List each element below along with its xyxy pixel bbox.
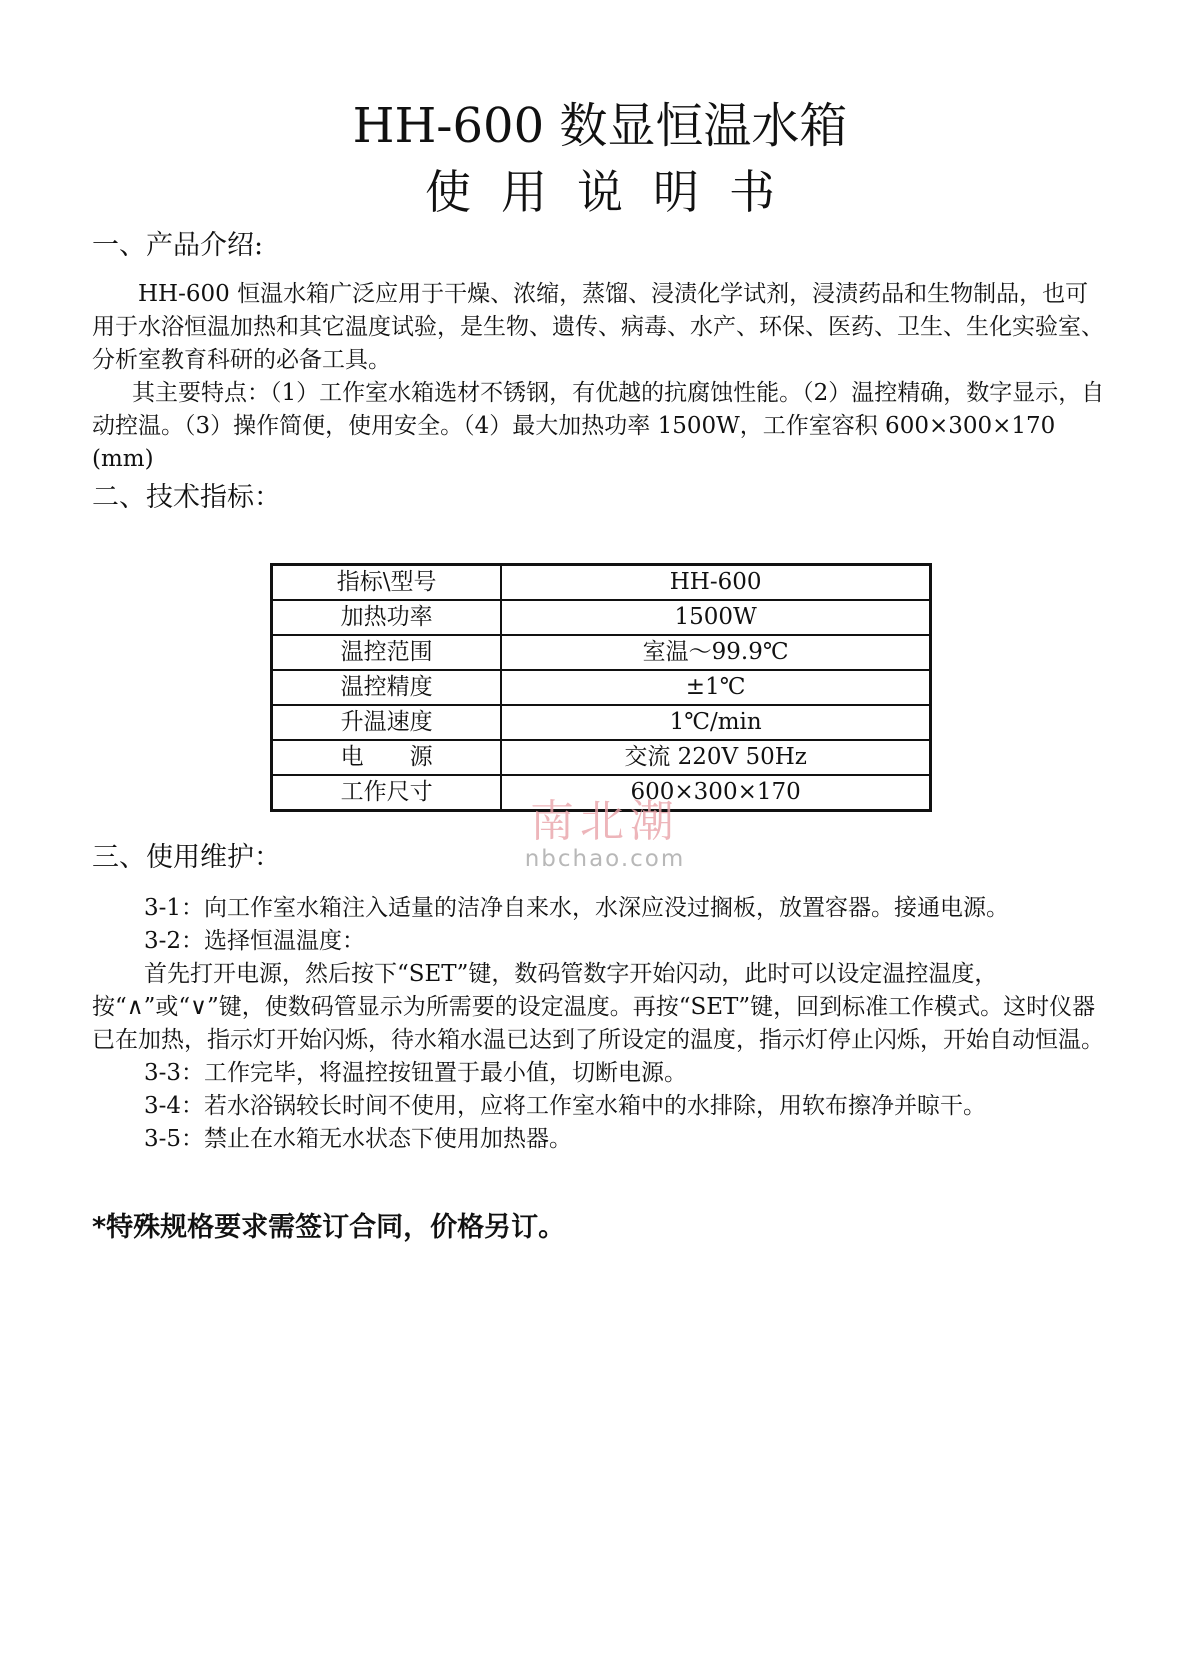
spec-label: 加热功率 <box>272 600 502 635</box>
table-row <box>272 565 931 601</box>
usage-step: 3-4：若水浴锅较长时间不使用，应将工作室水箱中的水排除，用软布擦净并晾干。 <box>144 1093 987 1119</box>
document-subtitle: 使用说明书 <box>425 165 805 219</box>
spec-value: HH-600 <box>501 565 930 601</box>
document-title: HH-600 数显恒温水箱 <box>352 98 848 154</box>
usage-step-detail: 首先打开电源，然后按下“SET”键，数码管数字开始闪动，此时可以设定温控温度，按“∧”或“∨”键，使数码管显示为所需要的设定温度。再按“SET”键，回到标准工作模式。这时仪器已在加热，指示灯开始闪烁，待水箱水温已达到了所设定的温度，指示灯停止闪烁，开始自动恒温。 <box>92 961 1104 1053</box>
table-row <box>272 635 931 670</box>
watermark-url: nbchao.com <box>524 846 686 872</box>
section-heading-product-intro: 一、产品介绍: <box>92 230 264 261</box>
watermark-logo-text: 南北潮 <box>530 796 680 847</box>
section-heading-specs: 二、技术指标： <box>92 482 281 513</box>
spec-value: ±1℃ <box>501 670 930 705</box>
usage-step: 3-5：禁止在水箱无水状态下使用加热器。 <box>144 1126 573 1152</box>
spec-table <box>270 563 932 812</box>
table-row <box>272 775 931 811</box>
table-row <box>272 705 931 740</box>
usage-step: 3-1：向工作室水箱注入适量的洁净自来水，水深应没过搁板，放置容器。接通电源。 <box>144 895 1010 921</box>
usage-instructions <box>92 892 1110 1156</box>
spec-label: 温控精度 <box>272 670 502 705</box>
spec-label: 电 源 <box>272 740 502 775</box>
table-row <box>272 740 931 775</box>
spec-value: 交流 220V 50Hz <box>501 740 930 775</box>
spec-label: 温控范围 <box>272 635 502 670</box>
spec-label: 指标\型号 <box>272 565 502 601</box>
product-features-paragraph: 其主要特点：（1）工作室水箱选材不锈钢，有优越的抗腐蚀性能。（2）温控精确，数字显示，自动控温。（3）操作简便，使用安全。（4）最大加热功率 1500W，工作室容积 600×300×170 (mm) <box>92 380 1105 472</box>
product-intro-paragraph: HH-600 恒温水箱广泛应用于干燥、浓缩，蒸馏、浸渍化学试剂，浸渍药品和生物制品，也可用于水浴恒温加热和其它温度试验，是生物、遗传、病毒、水产、环保、医药、卫生、生化实验室、分析室教育科研的必备工具。 <box>92 281 1104 373</box>
spec-value: 室温～99.9℃ <box>501 635 930 670</box>
table-row <box>272 600 931 635</box>
special-spec-note: *特殊规格要求需签订合同，价格另订。 <box>92 1212 566 1243</box>
product-intro-text <box>92 278 1110 476</box>
spec-label: 工作尺寸 <box>272 775 502 811</box>
table-row <box>272 670 931 705</box>
usage-step: 3-3：工作完毕，将温控按钮置于最小值，切断电源。 <box>144 1060 688 1086</box>
spec-value: 1℃/min <box>501 705 930 740</box>
spec-value: 600×300×170 <box>501 775 930 811</box>
usage-step: 3-2：选择恒温温度： <box>144 928 366 954</box>
section-heading-usage: 三、使用维护： <box>92 842 281 873</box>
spec-value: 1500W <box>501 600 930 635</box>
spec-label: 升温速度 <box>272 705 502 740</box>
